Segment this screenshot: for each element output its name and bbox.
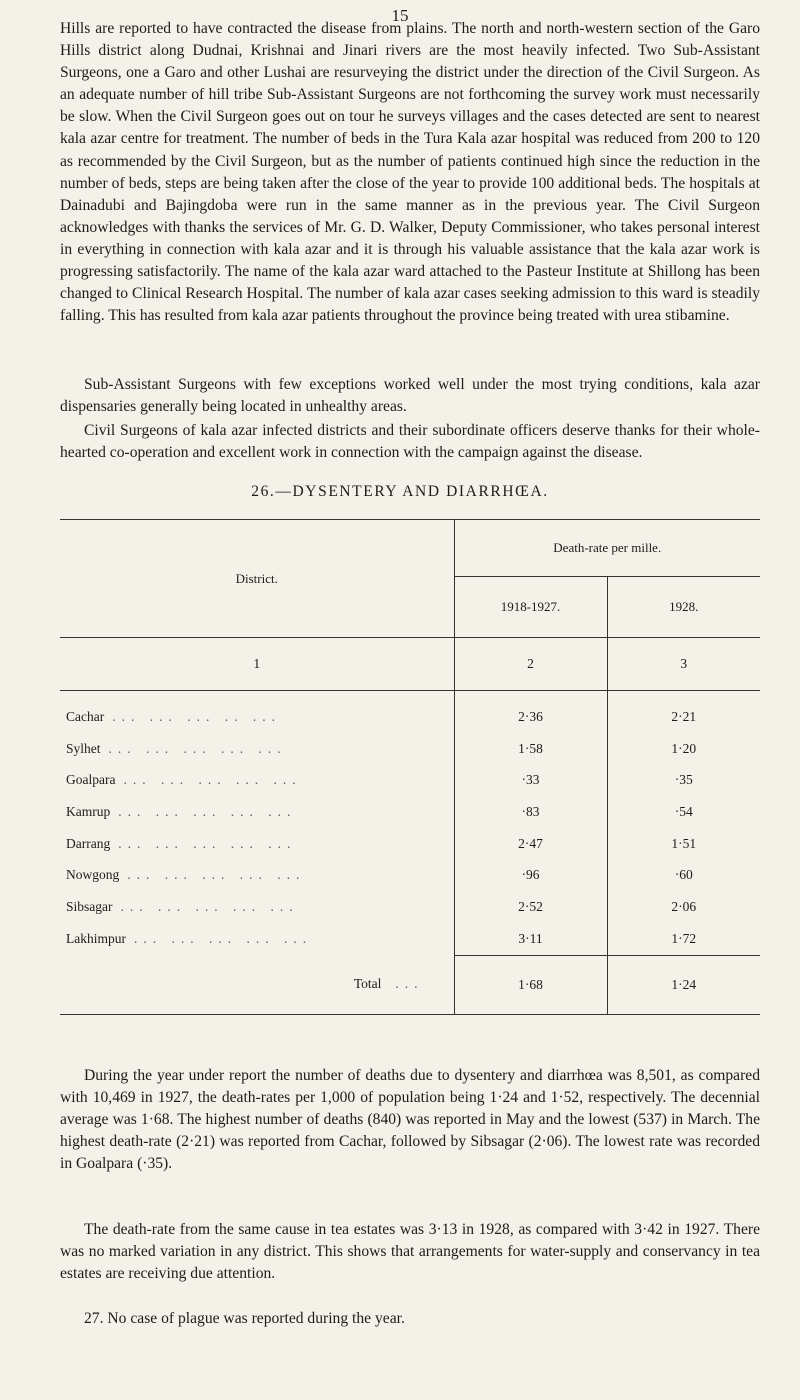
rate-1928: 1·51 [607, 828, 760, 860]
table-row: Darrang ... ... ... ... ... 2·47 1·51 [60, 828, 760, 860]
column-number-1: 1 [253, 656, 261, 671]
rate-1918-1927: ·33 [454, 764, 607, 796]
column-header-1918-1927: 1918-1927. [454, 577, 607, 638]
rate-1918-1927: ·96 [454, 859, 607, 891]
column-number-2: 2 [454, 638, 607, 691]
column-header-1928: 1928. [607, 577, 760, 638]
paragraph-dysentery-deaths: During the year under report the number of deaths due to dysentery and diarrhœa was 8,501, as compared with 10,469 in 1927, the death-rates per 1,000 of population being 1·24 and 1·52, respectively. The decennial average was 1·68. The highest number of deaths (840) was reported in May and the lowest (537) in March. The highest death-rate (2·21) was reported from Cachar, followed by Sibsagar (2·06). The lowest rate was recorded in Goalpara (·35). [60, 1067, 760, 1173]
district-name: Kamrup [66, 803, 111, 819]
rate-1928: ·60 [607, 859, 760, 891]
paragraph-civil-surgeons-thanks: Civil Surgeons of kala azar infected districts and their subordinate officers deserve thanks for their whole-hearted co-operation and excellent work in connection with the campaign against the disease. [60, 422, 760, 462]
table-row: Lakhimpur ... ... ... ... ... 3·11 1·72 [60, 923, 760, 955]
district-name: Sylhet [66, 740, 101, 756]
paragraph-kala-azar-garo-hills: Hills are reported to have contracted the disease from plains. The north and north-western section of the Garo Hills district along Dudnai, Krishnai and Jinari rivers are the most heavily infected. Two Sub-Assistant Surgeons, one a Garo and other Lushai are resurveying the district under the direction of the Civil Surgeon. As an adequate number of hill tribe Sub-Assistant Surgeons are not forthcoming the survey work must necessarily be slow. When the Civil Surgeon goes out on tour he surveys villages and the cases detected are sent to nearest kala azar centre for treatment. The number of beds in the Tura Kala azar hospital was reduced from 200 to 120 as recommended by the Civil Surgeon, but as the number of patients continued high since the reduction in the number of beds, steps are being taken after the close of the year to provide 100 additional beds. The hospitals at Dainadubi and Bajingdoba were run in the same manner as in the previous year. The Civil Surgeon acknowledges with thanks the services of Mr. G. D. Walker, Deputy Commissioner, who takes personal interest in everything in connection with kala azar and it is through his valuable assistance that the kala azar work is progressing satisfactorily. The name of the kala azar ward attached to the Pasteur Institute at Shillong has been changed to Clinical Research Hospital. The number of kala azar cases seeking admission to this ward is steadily falling. This has resulted from kala azar patients throughout the province being treated with urea stibamine. [60, 20, 760, 325]
rate-1928: ·54 [607, 796, 760, 828]
total-1928: 1·24 [607, 955, 760, 1014]
rate-1918-1927: 2·36 [454, 691, 607, 733]
column-header-district: District. [235, 570, 278, 586]
table-row: Nowgong ... ... ... ... ... ·96 ·60 [60, 859, 760, 891]
column-number-3: 3 [607, 638, 760, 691]
district-name: Lakhimpur [66, 930, 126, 946]
rate-1918-1927: 3·11 [454, 923, 607, 955]
table-row: Sylhet ... ... ... ... ... 1·58 1·20 [60, 733, 760, 765]
rate-1928: ·35 [607, 764, 760, 796]
table-row: Goalpara ... ... ... ... ... ·33 ·35 [60, 764, 760, 796]
section-heading: 26.—DYSENTERY AND DIARRHŒA. [251, 483, 549, 500]
column-header-death-rate: Death-rate per mille. [454, 520, 760, 577]
district-name: Goalpara [66, 772, 116, 788]
total-label: Total [353, 976, 382, 992]
death-rate-table [60, 519, 760, 1015]
rate-1918-1927: 2·52 [454, 891, 607, 923]
table-row: Sibsagar ... ... ... ... ... 2·52 2·06 [60, 891, 760, 923]
rate-1918-1927: 2·47 [454, 828, 607, 860]
district-name: Nowgong [66, 867, 120, 883]
paragraph-tea-estates: The death-rate from the same cause in tea estates was 3·13 in 1928, as compared with 3·42 in 1927. There was no marked variation in any district. This shows that arrangements for water-supply and conservancy in tea estates are receiving due attention. [60, 1221, 760, 1283]
rate-1918-1927: 1·58 [454, 733, 607, 765]
table-row: Kamrup ... ... ... ... ... ·83 ·54 [60, 796, 760, 828]
district-name: Sibsagar [66, 898, 113, 914]
rate-1928: 2·06 [607, 891, 760, 923]
rate-1918-1927: ·83 [454, 796, 607, 828]
total-1918-1927: 1·68 [454, 955, 607, 1014]
district-name: Cachar [66, 708, 105, 724]
rate-1928: 1·72 [607, 923, 760, 955]
paragraph-plague: 27. No case of plague was reported during the year. [84, 1310, 405, 1327]
rate-1928: 2·21 [607, 691, 760, 733]
page-number: 15 [391, 6, 409, 25]
table-row: Cachar ... ... ... .. ... 2·36 2·21 [60, 691, 760, 733]
district-name: Darrang [66, 835, 111, 851]
rate-1928: 1·20 [607, 733, 760, 765]
total-row: Total ... 1·68 1·24 [60, 955, 760, 1014]
paragraph-sub-assistant-surgeons: Sub-Assistant Surgeons with few exceptions worked well under the most trying conditions, kala azar dispensaries generally being located in unhealthy areas. [60, 376, 760, 416]
